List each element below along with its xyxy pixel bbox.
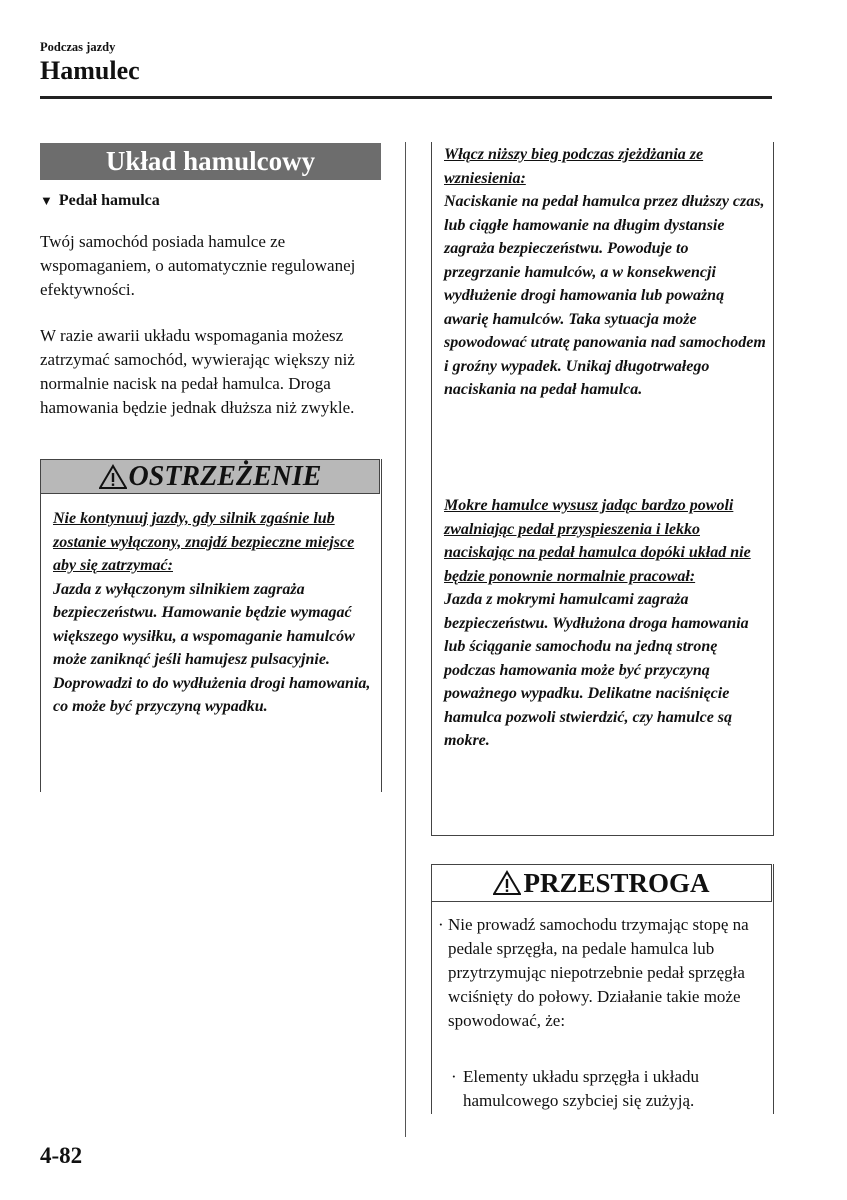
bullet: · (438, 915, 444, 934)
warning-body: Jazda z wyłączonym silnikiem zagraża bezpieczeństwu. Hamowanie będzie wymagać większego wysiłku, a wspomaganie hamulców może zaniknąć jeśli hamujesz pulsacyjnie. Doprowadzi to do wydłużenia drogi hamowania, co może być przyczyną wypadku. (53, 580, 371, 715)
warning-text (53, 507, 373, 719)
warning-wet-lead: Mokre hamulce wysusz jadąc bardzo powoli zwalniając pedał przyspieszenia i lekko naciskając na pedał hamulca dopóki układ nie będzie ponownie normalnie pracował: (444, 497, 751, 585)
caution-item-2 (451, 1065, 763, 1113)
caution-item-1 (438, 913, 766, 1033)
warning-lead: Nie kontynuuj jazdy, gdy silnik zgaśnie lub zostanie wyłączony, znajdź bezpieczne miejsce aby się zatrzymać: (53, 510, 355, 574)
column-divider (405, 142, 406, 1137)
subheading (40, 192, 160, 210)
header-divider (40, 96, 772, 99)
subheading-label: Pedał hamulca (58, 192, 160, 209)
warning-icon (99, 464, 127, 490)
caution-label: PRZESTROGA (523, 868, 710, 898)
caution-item-1-text: Nie prowadź samochodu trzymając stopę na pedale sprzęgła, na pedale hamulca lub przytrzymując niepotrzebnie pedał sprzęgła wciśnięty do połowy. Działanie takie może spowodować, że: (448, 915, 749, 1030)
paragraph-2: W razie awarii układu wspomagania możesz zatrzymać samochód, wywierając większy niż normalnie nacisk na pedał hamulca. Droga hamowania będzie jednak dłuższa niż zwykle. (40, 326, 355, 417)
section-heading: Układ hamulcowy (40, 143, 381, 180)
breadcrumb: Podczas jazdy (40, 40, 116, 54)
warning-wet-brakes (444, 494, 766, 753)
warning-wet-body: Jazda z mokrymi hamulcami zagraża bezpieczeństwu. Wydłużona droga hamowania lub ściąganie samochodu na jedną stronę podczas hamowania może być przyczyną poważnego wypadku. Delikatne naciśnięcie hamulca pozwoli stwierdzić, czy hamulce są mokre. (444, 591, 749, 749)
warning-label: OSTRZEŻENIE (128, 461, 322, 492)
triangle-down-icon: ▼ (40, 193, 53, 208)
caution-item-2-text: Elementy układu sprzęgła i układu hamulcowego szybciej się zużyją. (463, 1067, 700, 1110)
page-title: Hamulec (40, 56, 140, 85)
bullet: · (451, 1067, 457, 1086)
page-number: 4-82 (40, 1143, 83, 1168)
caution-header (431, 864, 772, 902)
warning-downhill (444, 143, 766, 402)
warning-downhill-body: Naciskanie na pedał hamulca przez dłuższy czas, lub ciągłe hamowanie na długim dystansie zagraża bezpieczeństwu. Powoduje to przegrzanie hamulców, a w konsekwencji wydłużenie drogi hamowania lub poważną awarię hamulców. Taka sytuacja może spowodować utratę panowania nad samochodem i groźny wypadek. Unikaj długotrwałego naciskania na pedał hamulca. (444, 193, 766, 398)
caution-icon (493, 870, 521, 896)
warning-downhill-lead: Włącz niższy bieg podczas zjeżdżania ze wzniesienia: (444, 146, 704, 187)
paragraph-1: Twój samochód posiada hamulce ze wspomaganiem, o automatycznie regulowanej efektywności. (40, 232, 356, 299)
warning-header (40, 459, 380, 494)
